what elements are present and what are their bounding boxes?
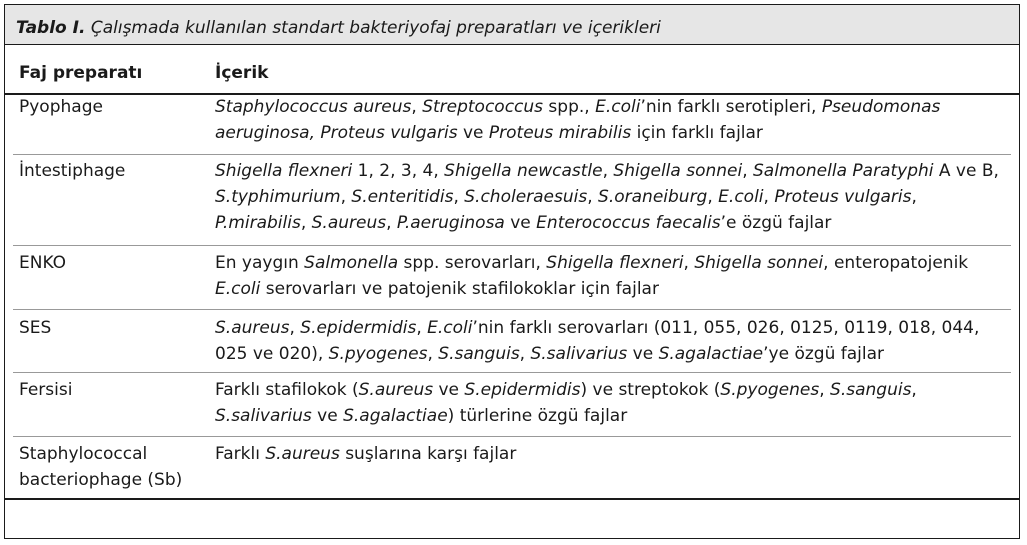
content-text: ve	[504, 213, 537, 233]
row-divider	[13, 372, 1011, 373]
row-divider	[13, 436, 1011, 437]
content-text: ,	[911, 380, 917, 400]
italic-term: S.epidermidis	[300, 318, 417, 338]
italic-term: S.salivarius	[215, 406, 312, 426]
italic-term: S.aureus	[311, 213, 387, 233]
header-col-content: İçerik	[215, 63, 269, 83]
content-text: ve	[433, 380, 465, 400]
content-text: En yaygın	[215, 253, 305, 273]
content-text: ,	[427, 344, 439, 364]
table-bottom-rule	[5, 498, 1019, 500]
italic-term: E.coli	[215, 279, 261, 299]
content-text: ,	[587, 187, 599, 207]
italic-term: Staphylococcus aureus	[215, 97, 412, 117]
content-text: ’e özgü fajlar	[720, 213, 832, 233]
italic-term: Salmonella	[304, 253, 399, 273]
italic-term: S.aureus	[215, 318, 290, 338]
italic-term: S.epidermidis	[464, 380, 581, 400]
content-text: A ve B,	[933, 161, 999, 181]
italic-term: Streptococcus	[422, 97, 544, 117]
content-text: ,	[911, 187, 917, 207]
content-text: ’nin farklı serovarları (011, 055, 026, 0125, 0119, 018, 044, 025 ve 020),	[215, 318, 980, 364]
content-text: ,	[411, 97, 423, 117]
content-text: ve	[627, 344, 659, 364]
italic-term: S.agalactiae	[658, 344, 764, 364]
row-name: Staphylococcal bacteriophage (Sb)	[19, 444, 183, 490]
row-content	[215, 250, 1010, 302]
italic-term: E.coli	[718, 187, 764, 207]
italic-term: Proteus vulgaris	[774, 187, 912, 207]
italic-term: Shigella flexneri	[215, 161, 353, 181]
italic-term: E.coli	[595, 97, 641, 117]
content-text: serovarları ve patojenik stafilokoklar için fajlar	[260, 279, 659, 299]
content-text: suşlarına karşı fajlar	[339, 444, 517, 464]
row-divider	[13, 245, 1011, 246]
content-text: ,	[763, 187, 775, 207]
content-text: ,	[453, 187, 465, 207]
content-text: ,	[683, 253, 695, 273]
caption-title: Çalışmada kullanılan standart bakteriyofaj preparatları ve içerikleri	[90, 18, 661, 38]
row-content	[215, 377, 1010, 429]
content-text: ,	[707, 187, 719, 207]
italic-term: Shigella sonnei	[694, 253, 824, 273]
header-col-preparation: Faj preparatı	[19, 63, 143, 83]
content-text: ,	[386, 213, 397, 233]
row-content	[215, 441, 1010, 467]
italic-term: Pseudomonas aeruginosa, Proteus vulgaris	[215, 97, 941, 143]
content-text: ,	[819, 380, 831, 400]
row-content	[215, 94, 1010, 146]
italic-term: S.sanguis	[830, 380, 912, 400]
italic-term: S.oraneiburg	[598, 187, 708, 207]
italic-term: S.pyogenes	[720, 380, 820, 400]
content-text: ) türlerine özgü fajlar	[447, 406, 628, 426]
italic-term: S.salivarius	[530, 344, 628, 364]
italic-term: S.typhimurium	[215, 187, 341, 207]
italic-term: S.sanguis	[438, 344, 520, 364]
italic-term: Proteus mirabilis	[488, 123, 632, 143]
italic-term: Salmonella Paratyphi	[753, 161, 934, 181]
content-text: Farklı	[215, 444, 266, 464]
content-text: ,	[602, 161, 614, 181]
row-name: ENKO	[19, 253, 67, 273]
table-header	[5, 55, 1019, 95]
italic-term: Shigella newcastle	[444, 161, 603, 181]
row-name: İntestiphage	[19, 161, 126, 181]
content-text: ) ve streptokok (	[580, 380, 721, 400]
row-divider	[13, 154, 1011, 155]
content-text: 1, 2, 3, 4,	[352, 161, 445, 181]
row-name: SES	[19, 318, 52, 338]
content-text: , enteropatojenik	[823, 253, 969, 273]
row-name: Pyophage	[19, 97, 103, 117]
content-text: ,	[289, 318, 301, 338]
italic-term: S.enteritidis	[351, 187, 454, 207]
italic-term: S.agalactiae	[343, 406, 448, 426]
content-text: için farklı fajlar	[631, 123, 763, 143]
content-text: ,	[300, 213, 312, 233]
italic-term: P.aeruginosa	[396, 213, 505, 233]
content-text: spp.,	[543, 97, 596, 117]
italic-term: S.pyogenes	[328, 344, 428, 364]
italic-term: Shigella flexneri	[546, 253, 684, 273]
content-text: ,	[742, 161, 754, 181]
caption-label: Tablo I.	[16, 18, 86, 38]
content-text: ,	[416, 318, 428, 338]
table-caption	[5, 5, 1019, 45]
content-text: spp. serovarları,	[398, 253, 547, 273]
content-text: ’ye özgü fajlar	[763, 344, 885, 364]
italic-term: P.mirabilis	[215, 213, 301, 233]
italic-term: E.coli	[427, 318, 473, 338]
italic-term: Enterococcus faecalis	[536, 213, 721, 233]
italic-term: S.aureus	[265, 444, 340, 464]
content-text: ,	[519, 344, 531, 364]
table-frame	[4, 4, 1020, 539]
row-divider	[13, 309, 1011, 310]
row-content	[215, 158, 1010, 236]
content-text: ve	[311, 406, 344, 426]
italic-term: S.aureus	[358, 380, 434, 400]
content-text: ,	[340, 187, 352, 207]
row-name: Fersisi	[19, 380, 73, 400]
content-text: ve	[457, 123, 489, 143]
row-content	[215, 315, 1010, 367]
italic-term: Shigella sonnei	[613, 161, 743, 181]
content-text: Farklı stafilokok (	[215, 380, 359, 400]
italic-term: S.choleraesuis	[464, 187, 588, 207]
content-text: ’nin farklı serotipleri,	[640, 97, 822, 117]
